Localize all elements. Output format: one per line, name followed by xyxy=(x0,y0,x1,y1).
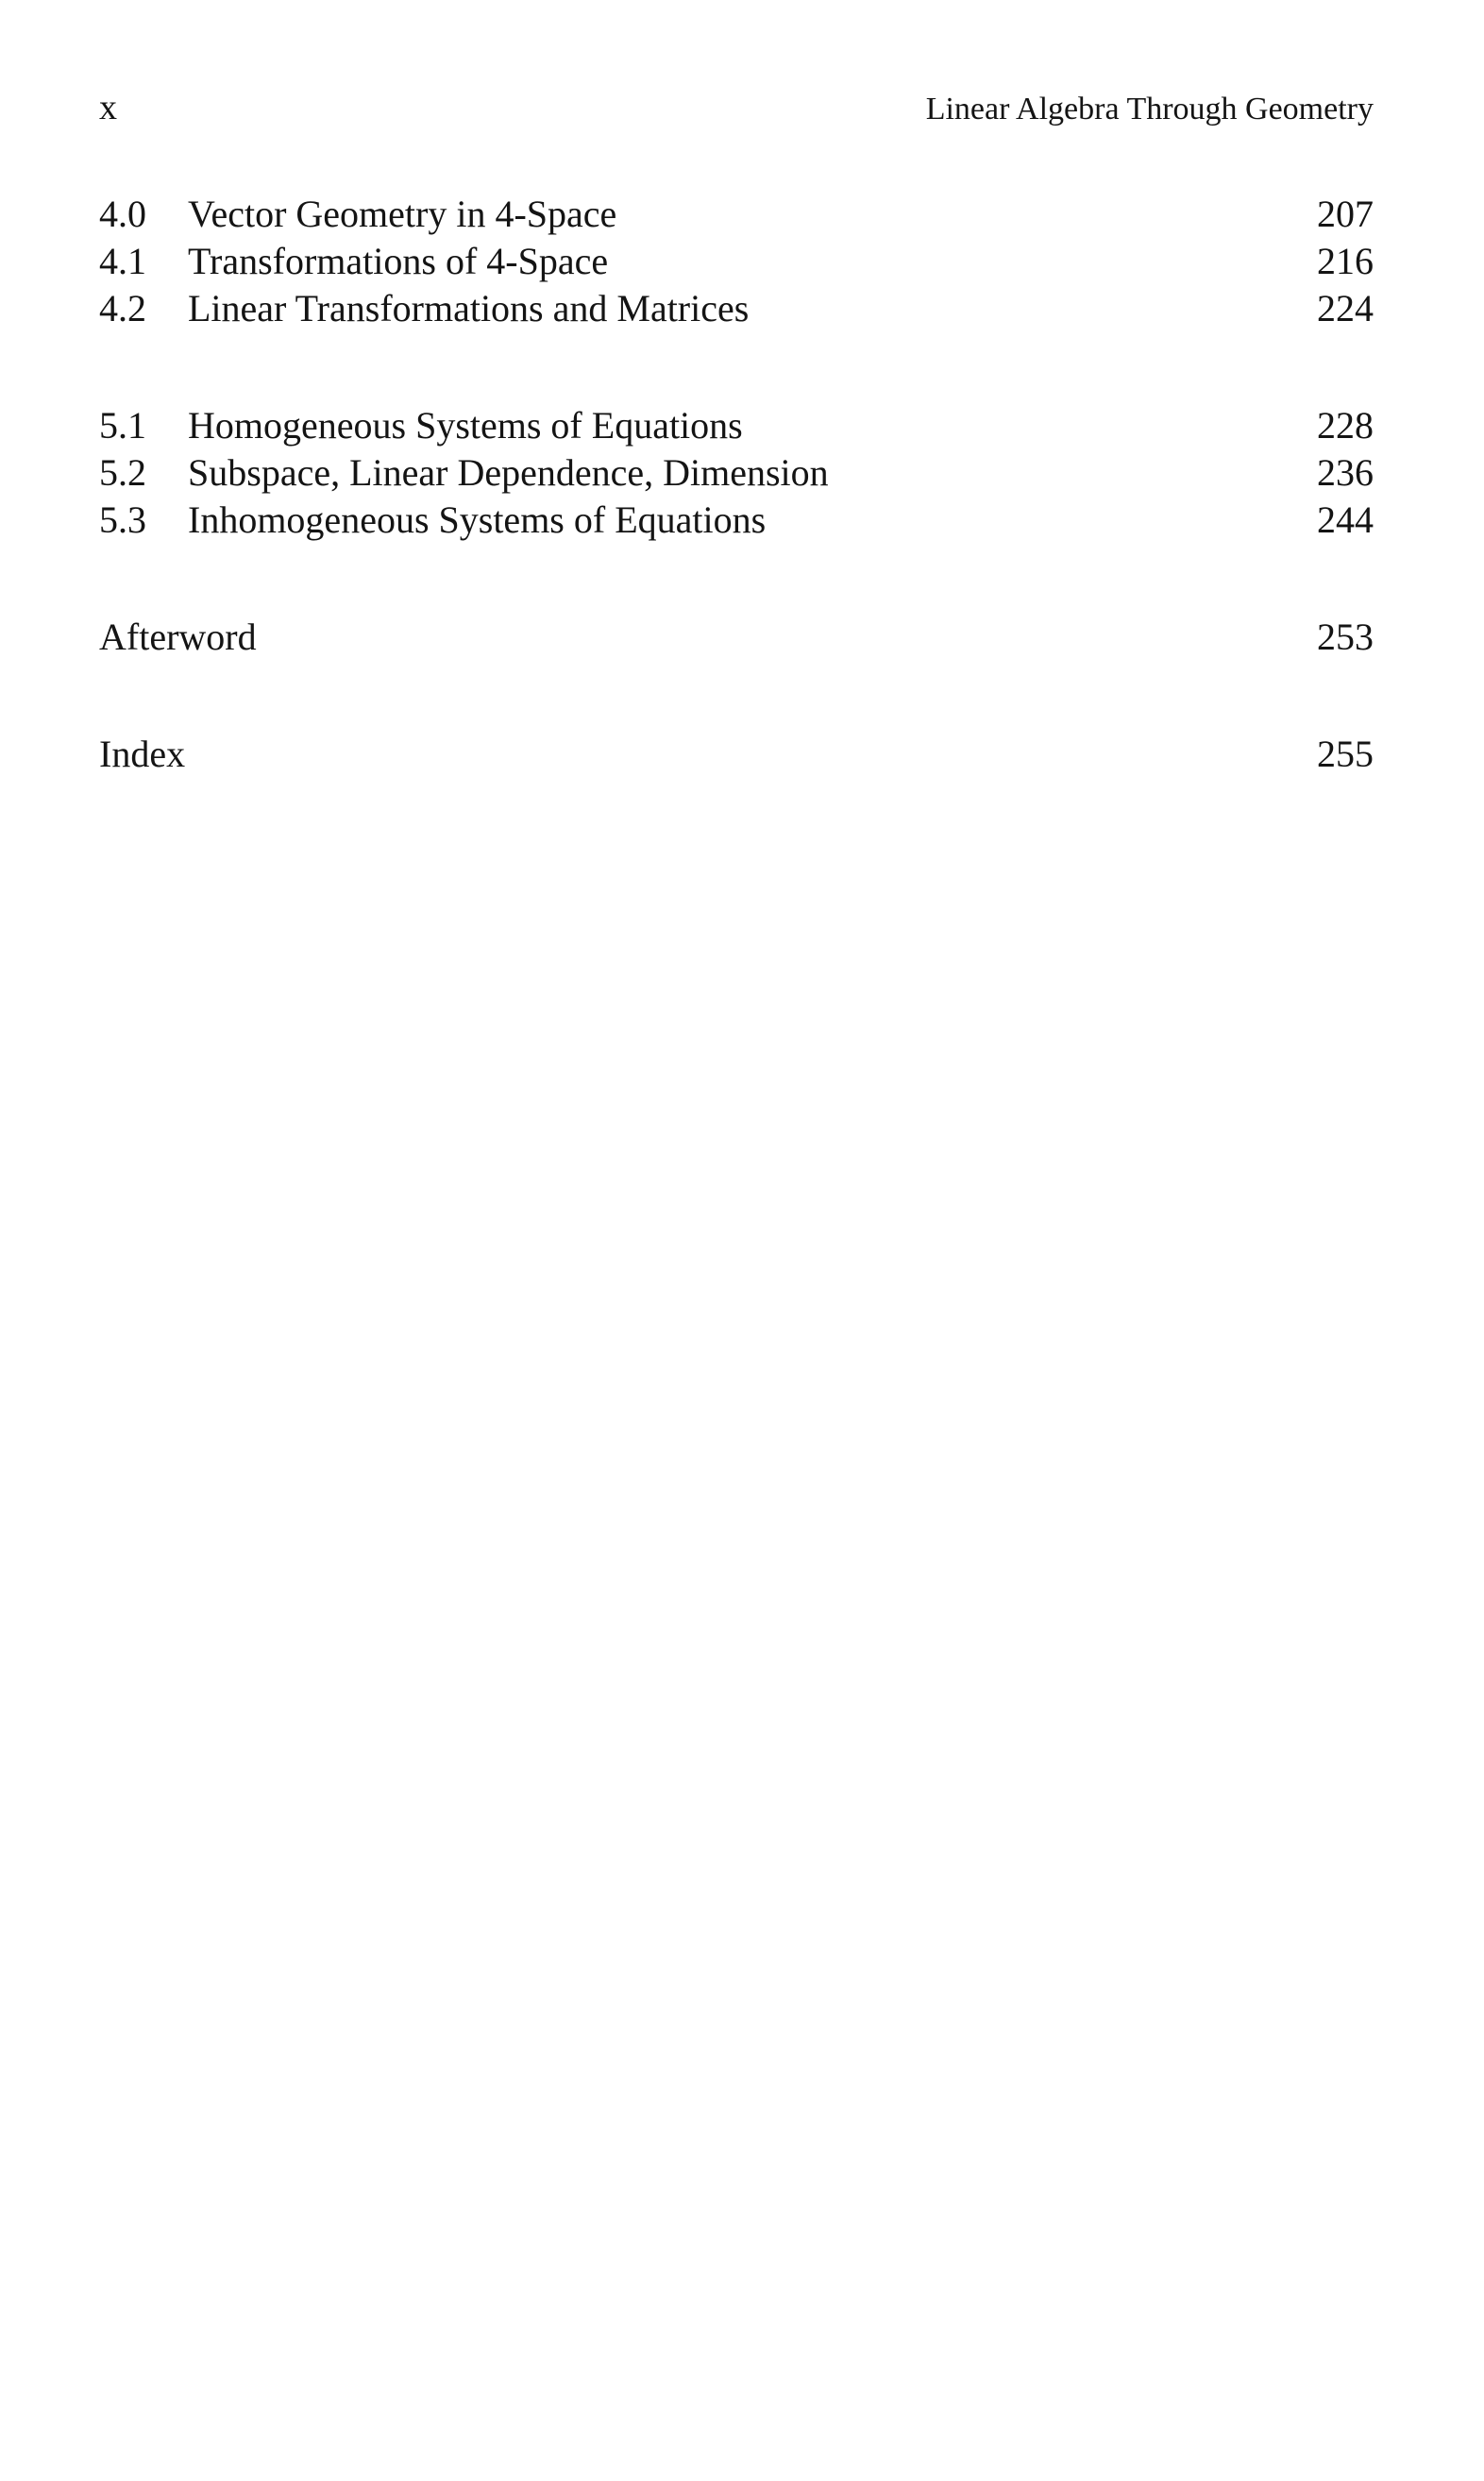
entry-page: 224 xyxy=(1317,287,1374,329)
entry-page: 207 xyxy=(1317,193,1374,235)
entry-title: Homogeneous Systems of Equations xyxy=(188,404,743,447)
entry-page: 253 xyxy=(1317,616,1374,658)
toc-entry xyxy=(99,238,1374,285)
page-number: x xyxy=(99,88,117,127)
toc-group-chapter-4 xyxy=(99,191,1374,332)
toc-entry xyxy=(99,497,1374,544)
toc-entry-afterword xyxy=(99,614,1374,661)
entry-number: 5.1 xyxy=(99,404,146,447)
entry-title: Afterword xyxy=(99,616,257,658)
toc-entry xyxy=(99,402,1374,449)
entry-title: Index xyxy=(99,733,186,775)
entry-number: 4.1 xyxy=(99,240,146,282)
book-title: Linear Algebra Through Geometry xyxy=(925,92,1374,127)
toc-entry xyxy=(99,285,1374,332)
entry-number: 5.3 xyxy=(99,498,146,541)
toc-group-afterword xyxy=(99,614,1374,661)
entry-number: 4.2 xyxy=(99,287,146,329)
entry-title: Inhomogeneous Systems of Equations xyxy=(188,498,767,541)
entry-number: 4.0 xyxy=(99,193,146,235)
toc-entry-index xyxy=(99,731,1374,778)
entry-title: Linear Transformations and Matrices xyxy=(188,287,750,329)
running-head xyxy=(99,87,1374,128)
entry-title: Vector Geometry in 4-Space xyxy=(188,193,617,235)
toc-entry xyxy=(99,449,1374,497)
toc-group-index xyxy=(99,731,1374,778)
entry-page: 244 xyxy=(1317,498,1374,541)
entry-page: 228 xyxy=(1317,404,1374,447)
entry-title: Transformations of 4-Space xyxy=(188,240,609,282)
entry-page: 236 xyxy=(1317,451,1374,494)
toc-group-chapter-5 xyxy=(99,402,1374,544)
entry-title: Subspace, Linear Dependence, Dimension xyxy=(188,451,829,494)
entry-page: 255 xyxy=(1317,733,1374,775)
entry-number: 5.2 xyxy=(99,451,146,494)
table-of-contents xyxy=(99,191,1374,848)
entry-page: 216 xyxy=(1317,240,1374,282)
toc-entry xyxy=(99,191,1374,238)
